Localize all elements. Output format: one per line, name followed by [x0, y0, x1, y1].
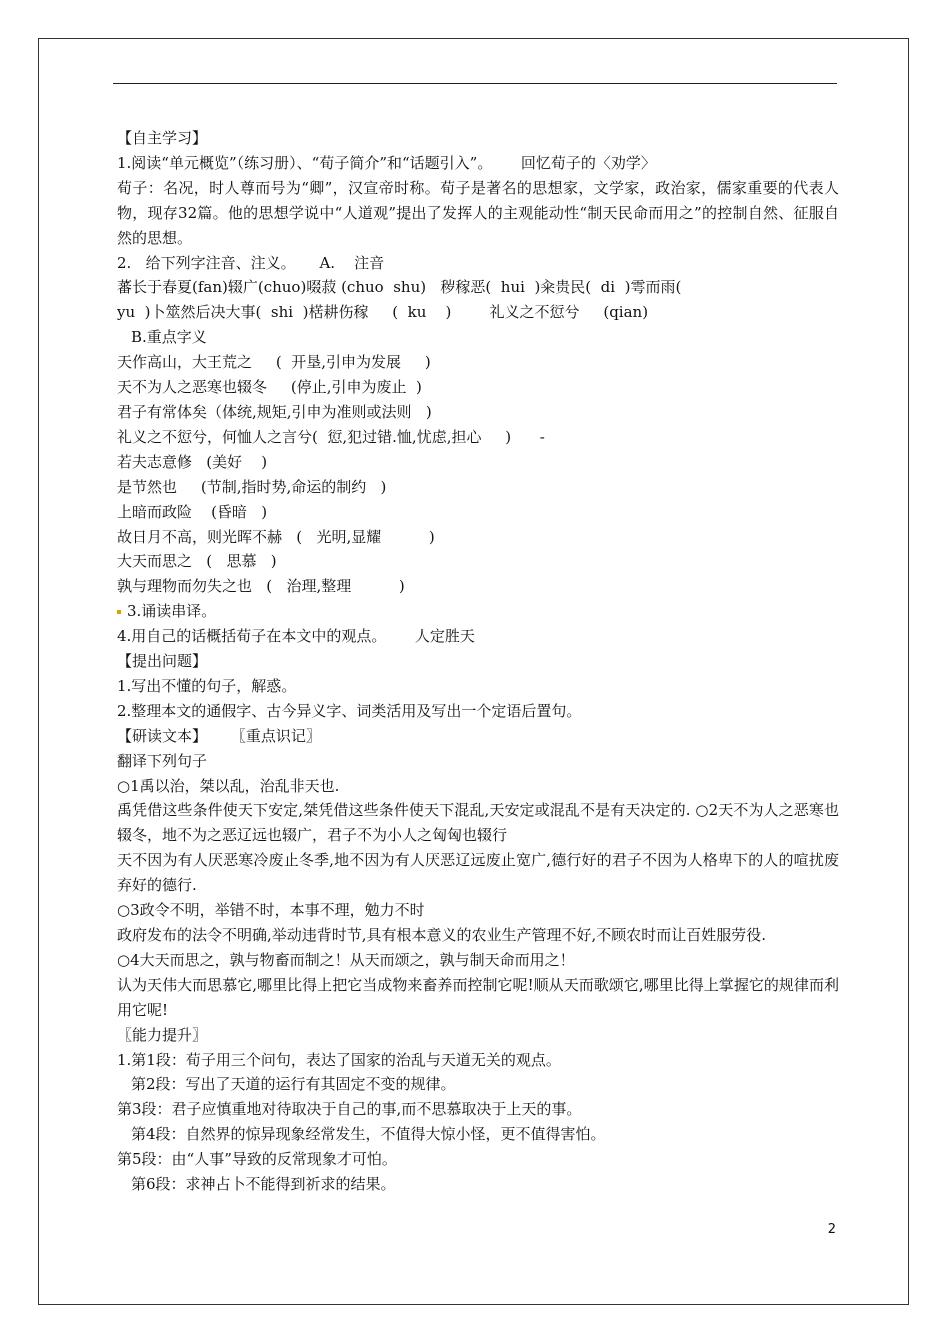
text-line [117, 450, 839, 475]
line-text: ○4大天而思之，孰与物畜而制之！从天而颂之，孰与制天命而用之！ [117, 950, 575, 969]
text-line [117, 798, 839, 848]
line-text: 大天而思之 ( 思慕 ) [117, 552, 277, 571]
line-text: 荀子：名况，时人尊而号为“卿”，汉宣帝时称。荀子是著名的思想家，文学家，政治家，儒家重要的代表人物，现存32篇。他的思想学说中“人道观”提出了发挥人的主观能动性“制天民命而用之”的控制自然、征服自然的思想。 [117, 178, 839, 247]
line-text: 4.用自己的话概括荀子在本文中的观点。 人定胜天 [117, 627, 475, 646]
line-text: 翻译下列句子 [117, 751, 208, 770]
line-text: 礼义之不愆兮，何恤人之言兮( 愆,犯过错.恤,忧虑,担心 ) - [117, 427, 545, 446]
line-text: 1.阅读“单元概览”（练习册）、“荀子简介”和“话题引入”。 回忆荀子的〈劝学〉 [117, 153, 656, 172]
line-text: 蕃长于春夏(fan)辍广(chuo)啜菽 (chuo shu) 秽稼恶( hui )籴贵民( di )雩而雨( [117, 278, 682, 297]
header-rule [113, 83, 837, 84]
line-text: 【研读文本】 〖重点识记〗 [117, 726, 321, 745]
line-text: 政府发布的法令不明确,举动违背时节,具有根本意义的农业生产管理不好,不顾农时而让百姓服劳役. [117, 926, 767, 944]
text-line [117, 1097, 839, 1122]
line-text: 认为天伟大而思慕它,哪里比得上把它当成物来畜养而控制它呢!顺从天而歌颂它,哪里比得上掌握它的规律而利用它呢! [117, 975, 839, 1019]
text-line [117, 1072, 839, 1097]
line-text: 孰与理物而勿失之也 ( 治理,整理 ) [117, 577, 405, 596]
line-text: 君子有常体矣（体统,规矩,引申为准则或法则 ) [117, 402, 432, 421]
text-line [117, 549, 839, 574]
line-text: 故日月不高，则光晖不赫 ( 光明,显耀 ) [117, 527, 435, 546]
text-line [117, 898, 839, 923]
line-text: 天作高山，大王荒之 ( 开垦,引申为发展 ) [117, 353, 431, 372]
line-text: 若夫志意修 (美好 ) [117, 452, 268, 471]
line-text: 第6段：求神占卜不能得到祈求的结果。 [131, 1175, 396, 1194]
line-text: ○1禹以治，桀以乱，治乱非天也. [117, 776, 340, 795]
line-text: 禹凭借这些条件使天下安定,桀凭借这些条件使天下混乱,天安定或混乱不是有天决定的. ○2天不为人之恶寒也辍冬，地不为之恶辽远也辍广，君子不为小人之匈匈也辍行 [117, 801, 839, 845]
text-line [117, 275, 839, 300]
text-line [117, 1122, 839, 1147]
line-text: 【提出问题】 [117, 652, 208, 671]
text-line [117, 599, 839, 624]
text-line [117, 749, 839, 774]
line-text: 第3段：君子应慎重地对待取决于自己的事,而不思慕取决于上天的事。 [117, 1100, 582, 1119]
text-line [117, 774, 839, 799]
line-text: 是节然也 (节制,指时势,命运的制约 ) [117, 477, 387, 496]
text-line [117, 699, 839, 724]
text-line [117, 375, 839, 400]
line-text: 2.整理本文的通假字、古今异义字、词类活用及写出一个定语后置句。 [117, 701, 582, 720]
text-line [117, 624, 839, 649]
line-text: 〖能力提升〗 [117, 1025, 208, 1044]
text-line [117, 574, 839, 599]
line-text: 上暗而政险 (昏暗 ) [117, 502, 268, 521]
text-line [117, 649, 839, 674]
text-line [117, 674, 839, 699]
text-line [117, 724, 839, 749]
text-line [117, 126, 839, 151]
line-text: 第5段：由“人事”导致的反常现象才可怕。 [117, 1150, 397, 1169]
line-text: 1.写出不懂的句子，解惑。 [117, 676, 297, 695]
text-line [117, 400, 839, 425]
text-line [117, 948, 839, 973]
line-text: 【自主学习】 [117, 129, 208, 147]
text-line [117, 500, 839, 525]
text-line [117, 475, 839, 500]
text-line [117, 1147, 839, 1172]
bullet-marker-icon [117, 610, 121, 614]
text-line [117, 251, 839, 276]
text-line [117, 923, 839, 948]
text-line [117, 300, 839, 325]
text-line [117, 425, 839, 450]
text-line [117, 176, 839, 251]
line-text: B.重点字义 [131, 328, 207, 347]
document-body [117, 126, 839, 1197]
text-line [117, 1172, 839, 1197]
line-text: 第4段：自然界的惊异现象经常发生，不值得大惊小怪，更不值得害怕。 [131, 1125, 606, 1144]
line-text: 1.第1段：荀子用三个问句，表达了国家的治乱与天道无关的观点。 [117, 1050, 561, 1069]
line-text: 第2段：写出了天道的运行有其固定不变的规律。 [131, 1075, 456, 1094]
line-text: 3.诵读串译。 [127, 602, 217, 621]
line-text: ○3政令不明，举错不时，本事不理，勉力不时 [117, 901, 425, 920]
text-line [117, 525, 839, 550]
text-line [117, 151, 839, 176]
line-text: 天不因为有人厌恶寒冷废止冬季,地不因为有人厌恶辽远废止宽广,德行好的君子不因为人格卑下的人的喧扰废弃好的德行. [117, 851, 839, 895]
line-text: 天不为人之恶寒也辍冬 (停止,引申为废止 ) [117, 378, 422, 397]
text-line [117, 973, 839, 1023]
text-line [117, 350, 839, 375]
page-number: 2 [827, 1222, 836, 1237]
text-line [117, 1048, 839, 1073]
text-line [117, 1023, 839, 1048]
text-line [117, 325, 839, 350]
line-text: yu )卜筮然后决大事( shi )楛耕伤稼 ( ku ) 礼义之不愆兮 (qian) [117, 303, 649, 322]
text-line [117, 848, 839, 898]
line-text: 2. 给下列字注音、注义。 A. 注音 [117, 253, 385, 272]
